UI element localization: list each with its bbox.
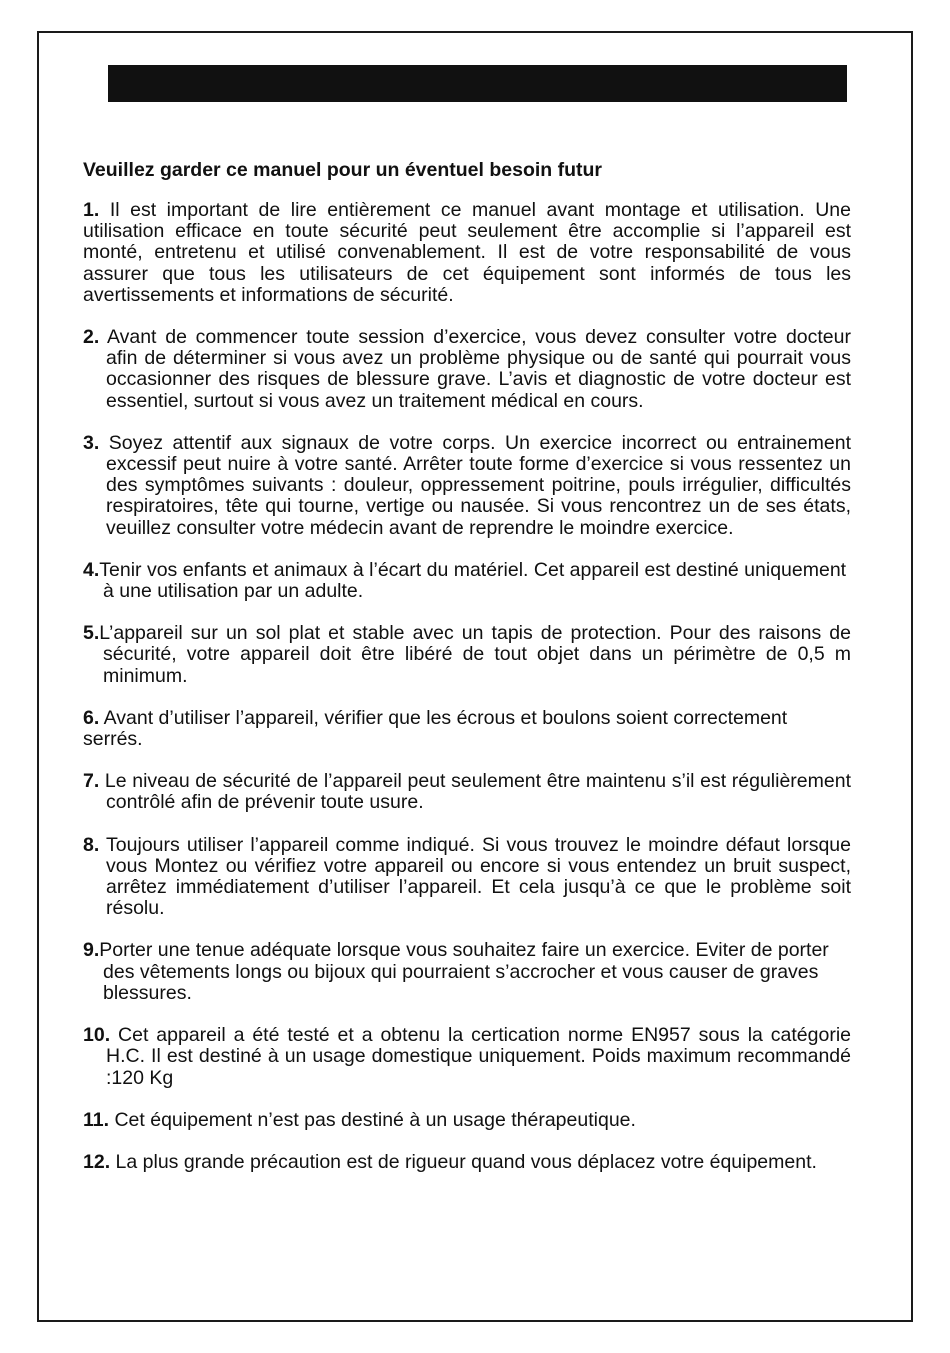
- header-bar: [108, 65, 847, 102]
- item-number: 12.: [83, 1150, 111, 1173]
- item-text: La plus grande précaution est de rigueur quand vous déplacez votre équipement.: [115, 1150, 817, 1173]
- item-number: 4.: [83, 558, 100, 581]
- item-text: Il est important de lire entièrement ce manuel avant montage et utilisation. Une utilisation efficace en toute sécurité peut seulement être accomplie si l’appareil est monté, entretenu et utilisé convenablement. Il est de votre responsabilité de vous assurer que tous les utilisateurs de cet équipement sont informés de tous les avertissements et informations de sécurité.: [83, 199, 852, 306]
- instruction-item-3: [83, 433, 851, 539]
- item-number: 10.: [83, 1024, 111, 1047]
- item-number: 3.: [83, 431, 100, 454]
- instruction-item-10: [83, 1025, 851, 1089]
- intro-heading: Veuillez garder ce manuel pour un éventuel besoin futur: [83, 159, 603, 181]
- item-number: 2.: [83, 326, 100, 349]
- item-text: Tenir vos enfants et animaux à l’écart du matériel. Cet appareil est destiné uniquement à une utilisation par un adulte.: [99, 558, 847, 603]
- item-number: 11.: [83, 1108, 110, 1131]
- item-number: 9.: [83, 939, 100, 962]
- item-text: Avant de commencer toute session d’exercice, vous devez consulter votre docteur afin de déterminer si vous avez un problème physique ou de santé qui pourrait vous occasionner des risques de blessure grave. L’avis et diagnostic de votre docteur est essentiel, surtout si vous avez un traitement médical en cours.: [106, 326, 851, 412]
- instruction-item-5: [83, 623, 851, 687]
- item-number: 6.: [83, 706, 100, 729]
- item-number: 5.: [83, 622, 100, 645]
- instruction-item-9: [83, 940, 851, 1004]
- safety-instructions: [83, 157, 851, 1173]
- item-text: L’appareil sur un sol plat et stable avec un tapis de protection. Pour des raisons de sécurité, votre appareil doit être libéré de tout objet dans un périmètre de 0,5 m minimum.: [99, 622, 851, 687]
- item-number: 1.: [83, 199, 100, 221]
- item-text: Soyez attentif aux signaux de votre corps. Un exercice incorrect ou entrainement excessif peut nuire à votre santé. Arrêter toute forme d’exercice si vous ressentez un des symptômes suivants : douleur, oppressement poitrine, pouls irrégulier, difficultés respiratoires, tête qui tourne, vertige ou nausée. Si vous rencontrez un de ses états, veuillez consulter votre médecin avant de reprendre le moindre exercice.: [106, 431, 851, 539]
- item-text: Cet équipement n’est pas destiné à un usage thérapeutique.: [114, 1108, 636, 1131]
- instruction-item-11: [83, 1110, 851, 1131]
- item-text: Cet appareil a été testé et a obtenu la certication norme EN957 sous la catégorie H.C. Il est destiné à un usage domestique uniquement. Poids maximum recommandé :120 Kg: [106, 1024, 852, 1089]
- instruction-item-4: [83, 560, 851, 602]
- instruction-item-12: [83, 1152, 851, 1173]
- instruction-item-2: [83, 327, 851, 412]
- item-text: Avant d’utiliser l’appareil, vérifier que les écrous et boulons soient correctement serrés.: [83, 706, 788, 751]
- item-text: Le niveau de sécurité de l’appareil peut seulement être maintenu s’il est régulièrement contrôlé afin de prévenir toute usure.: [104, 770, 852, 814]
- instruction-item-7: [83, 771, 851, 813]
- instruction-item-8: [83, 835, 851, 920]
- instruction-item-1: [83, 200, 851, 306]
- item-text: Toujours utiliser l’appareil comme indiqué. Si vous trouvez le moindre défaut lorsque vous Montez ou vérifiez votre appareil ou encore si vous entendez un bruit suspect, arrêtez immédiatement d’utiliser l’appareil. Et cela jusqu’à ce que le problème soit résolu.: [106, 833, 851, 920]
- instruction-item-6: [83, 708, 851, 750]
- item-text: Porter une tenue adéquate lorsque vous souhaitez faire un exercice. Eviter de porter des vêtements longs ou bijoux qui pourraient s’accrocher et vous causer de graves blessures.: [99, 939, 829, 1004]
- item-number: 8.: [83, 833, 100, 856]
- item-number: 7.: [83, 770, 100, 793]
